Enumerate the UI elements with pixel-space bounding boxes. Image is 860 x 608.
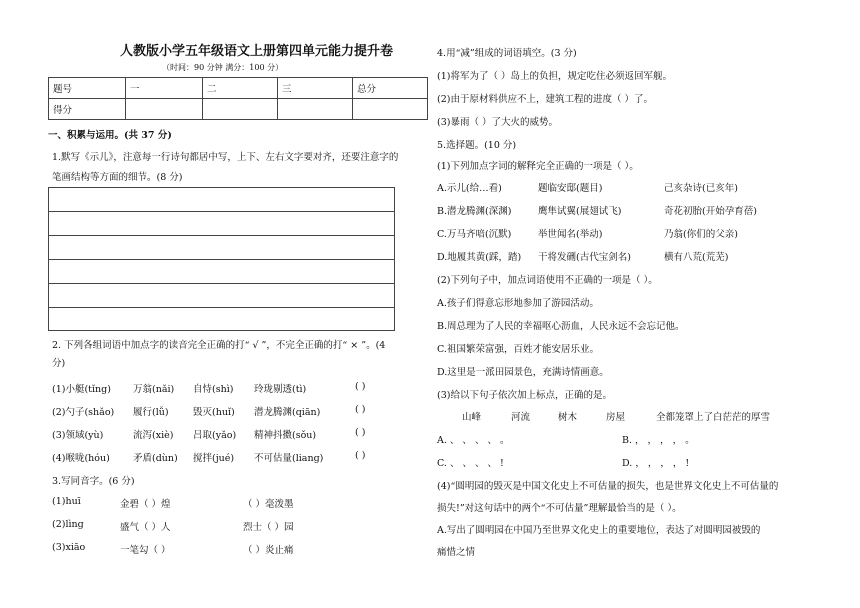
choice-option[interactable]: A. 、 、 、 、 。 (437, 435, 510, 446)
pinyin-item: 吕取(yǎo) (193, 430, 237, 441)
fill-blank-item[interactable]: (1)将军为了（ ）岛上的负担，规定吃住必须返回军舰。 (437, 71, 672, 82)
score-cell: 题号 (49, 78, 126, 99)
writing-line (49, 307, 394, 308)
pinyin-item: 毁灭(huǐ) (193, 407, 235, 418)
question-text: 3.写同音字。(6 分) (52, 476, 135, 487)
writing-line (49, 235, 394, 236)
choice-text: 干将发硎(古代宝剑名) (538, 252, 631, 263)
pinyin-item: (1)小艇(tǐng) (52, 384, 111, 395)
sentence-word: 山峰 (462, 412, 482, 423)
score-cell: 三 (278, 78, 353, 99)
pinyin-item: 不可估量(liang) (254, 453, 324, 464)
writing-line (49, 259, 394, 260)
choice-text: 痛惜之情 (437, 547, 476, 558)
score-input[interactable] (126, 99, 203, 120)
homophone-blank[interactable]: （ ）毫泼墨 (243, 499, 294, 510)
choice-option[interactable]: C.祖国繁荣富强，百姓才能安居乐业。 (437, 344, 599, 355)
choice-text: 己亥杂诗(已亥年) (664, 183, 738, 194)
question-text: 5.选择题。(10 分) (437, 140, 517, 151)
writing-box[interactable] (48, 187, 395, 331)
choice-text: 举世闻名(举动) (538, 229, 603, 240)
question-text: (1)下列加点字词的解释完全正确的一项是（ ）。 (437, 161, 639, 172)
choice-text: 题临安邸(题目) (538, 183, 603, 194)
question-text: 笔画结构等方面的细节。(8 分) (52, 172, 183, 183)
choice-text: 鹰隼试翼(展翅试飞) (538, 206, 622, 217)
choice-option[interactable]: C. 、 、 、 、 ! (437, 458, 504, 469)
exam-info: （时间：90 分钟 满分：100 分） (162, 63, 284, 72)
homophone-blank[interactable]: （ ）炎止痛 (243, 545, 294, 556)
pinyin-item: (4)喉咙(hóu) (52, 453, 110, 464)
choice-text: 奇花初胎(开始孕育蓓) (664, 206, 757, 217)
question-text: 1.默写《示儿》，注意每一行诗句都居中写，上下、左右文字要对齐，还要注意字的 (52, 152, 399, 163)
pinyin-item: 精神抖擞(sǒu) (254, 430, 317, 441)
question-text: 分) (52, 358, 66, 369)
answer-blank[interactable]: ( ) (355, 381, 366, 392)
choice-option[interactable]: C.万马齐喑(沉默) (437, 229, 512, 240)
choice-option[interactable]: B.周总理为了人民的幸福呕心沥血，人民永远不会忘记他。 (437, 321, 685, 332)
fill-blank-item[interactable]: (2)由于原材料供应不上，建筑工程的进度（ ）了。 (437, 94, 653, 105)
homophone-blank[interactable]: 金碧（ ）煌 (120, 499, 171, 510)
choice-option[interactable]: D.这里是一派田园景色，充满诗情画意。 (437, 367, 609, 378)
question-text: (3)给以下句子依次加上标点，正确的是。 (437, 390, 612, 401)
choice-text: 横有八荒(荒芜) (664, 252, 729, 263)
choice-option[interactable]: B.潜龙腾渊(深渊) (437, 206, 512, 217)
writing-line (49, 211, 394, 212)
choice-option[interactable]: A.示儿(给…看) (437, 183, 502, 194)
pinyin-item: (2)勺子(shǎo) (52, 407, 115, 418)
sentence-word: 全都笼罩上了白茫茫的厚雪 (656, 412, 771, 423)
score-cell: 得分 (49, 99, 126, 120)
score-cell: 二 (203, 78, 278, 99)
answer-blank[interactable]: ( ) (355, 427, 366, 438)
sentence-word: 房屋 (606, 412, 626, 423)
section-heading: 一、积累与运用。(共 37 分) (48, 130, 172, 141)
question-text: 损失!”对这句话中的两个“不可估量”理解最恰当的是（ ）。 (437, 503, 682, 514)
score-row-header (49, 78, 428, 99)
writing-line (49, 283, 394, 284)
page-title: 人教版小学五年级语文上册第四单元能力提升卷 (120, 44, 394, 59)
sentence-word: 河流 (511, 412, 531, 423)
score-input[interactable] (278, 99, 353, 120)
homophone-pinyin: (3)xiāo (52, 542, 86, 553)
answer-blank[interactable]: ( ) (355, 404, 366, 415)
pinyin-item: 流泻(xiè) (133, 430, 174, 441)
question-text: 4.用“减”组成的词语填空。(3 分) (437, 48, 577, 59)
pinyin-item: 矛盾(dùn) (133, 453, 178, 464)
score-input[interactable] (353, 99, 428, 120)
pinyin-item: 玲珑剔透(tì) (254, 384, 307, 395)
homophone-blank[interactable]: 盛气（ ）人 (120, 522, 171, 533)
choice-option[interactable]: D. ， ， ， ， ! (622, 458, 690, 469)
question-text: (4)“圆明园的毁灭是中国文化史上不可估量的损失，也是世界文化史上不可估量的 (437, 481, 779, 492)
score-table (48, 77, 428, 120)
homophone-blank[interactable]: 一笔勾（ ） (120, 545, 171, 556)
choice-option[interactable]: A.孩子们得意忘形地参加了游园活动。 (437, 298, 599, 309)
score-cell: 一 (126, 78, 203, 99)
choice-option[interactable]: D.地履其黄(踩，踏) (437, 252, 522, 263)
pinyin-item: (3)领域(yù) (52, 430, 104, 441)
fill-blank-item[interactable]: (3)暴雨（ ）了大火的威势。 (437, 117, 558, 128)
pinyin-item: 搅拌(jué) (193, 453, 235, 464)
homophone-pinyin: (2)lìng (52, 519, 84, 530)
choice-option[interactable]: B. ， ， ， ， 。 (622, 435, 695, 446)
pinyin-item: 履行(lǚ) (133, 407, 169, 418)
pinyin-item: 万翁(nǎi) (133, 384, 175, 395)
score-input[interactable] (203, 99, 278, 120)
question-text: 2. 下列各组词语中加点字的读音完全正确的打“ √ ”，不完全正确的打“ × ”。(4 (52, 340, 386, 351)
pinyin-item: 潜龙腾渊(qiān) (254, 407, 321, 418)
score-row-values (49, 99, 428, 120)
homophone-pinyin: (1)huī (52, 496, 81, 507)
answer-blank[interactable]: ( ) (355, 450, 366, 461)
question-text: (2)下列句子中，加点词语使用不正确的一项是（ ）。 (437, 275, 658, 286)
homophone-blank[interactable]: 烈士（ ）园 (243, 522, 294, 533)
score-cell: 总分 (353, 78, 428, 99)
choice-text: 乃翁(你们的父亲) (664, 229, 738, 240)
choice-option[interactable]: A.写出了圆明园在中国乃至世界文化史上的重要地位，表达了对圆明园被毁的 (437, 525, 761, 536)
pinyin-item: 自恃(shì) (193, 384, 234, 395)
sentence-word: 树木 (558, 412, 578, 423)
